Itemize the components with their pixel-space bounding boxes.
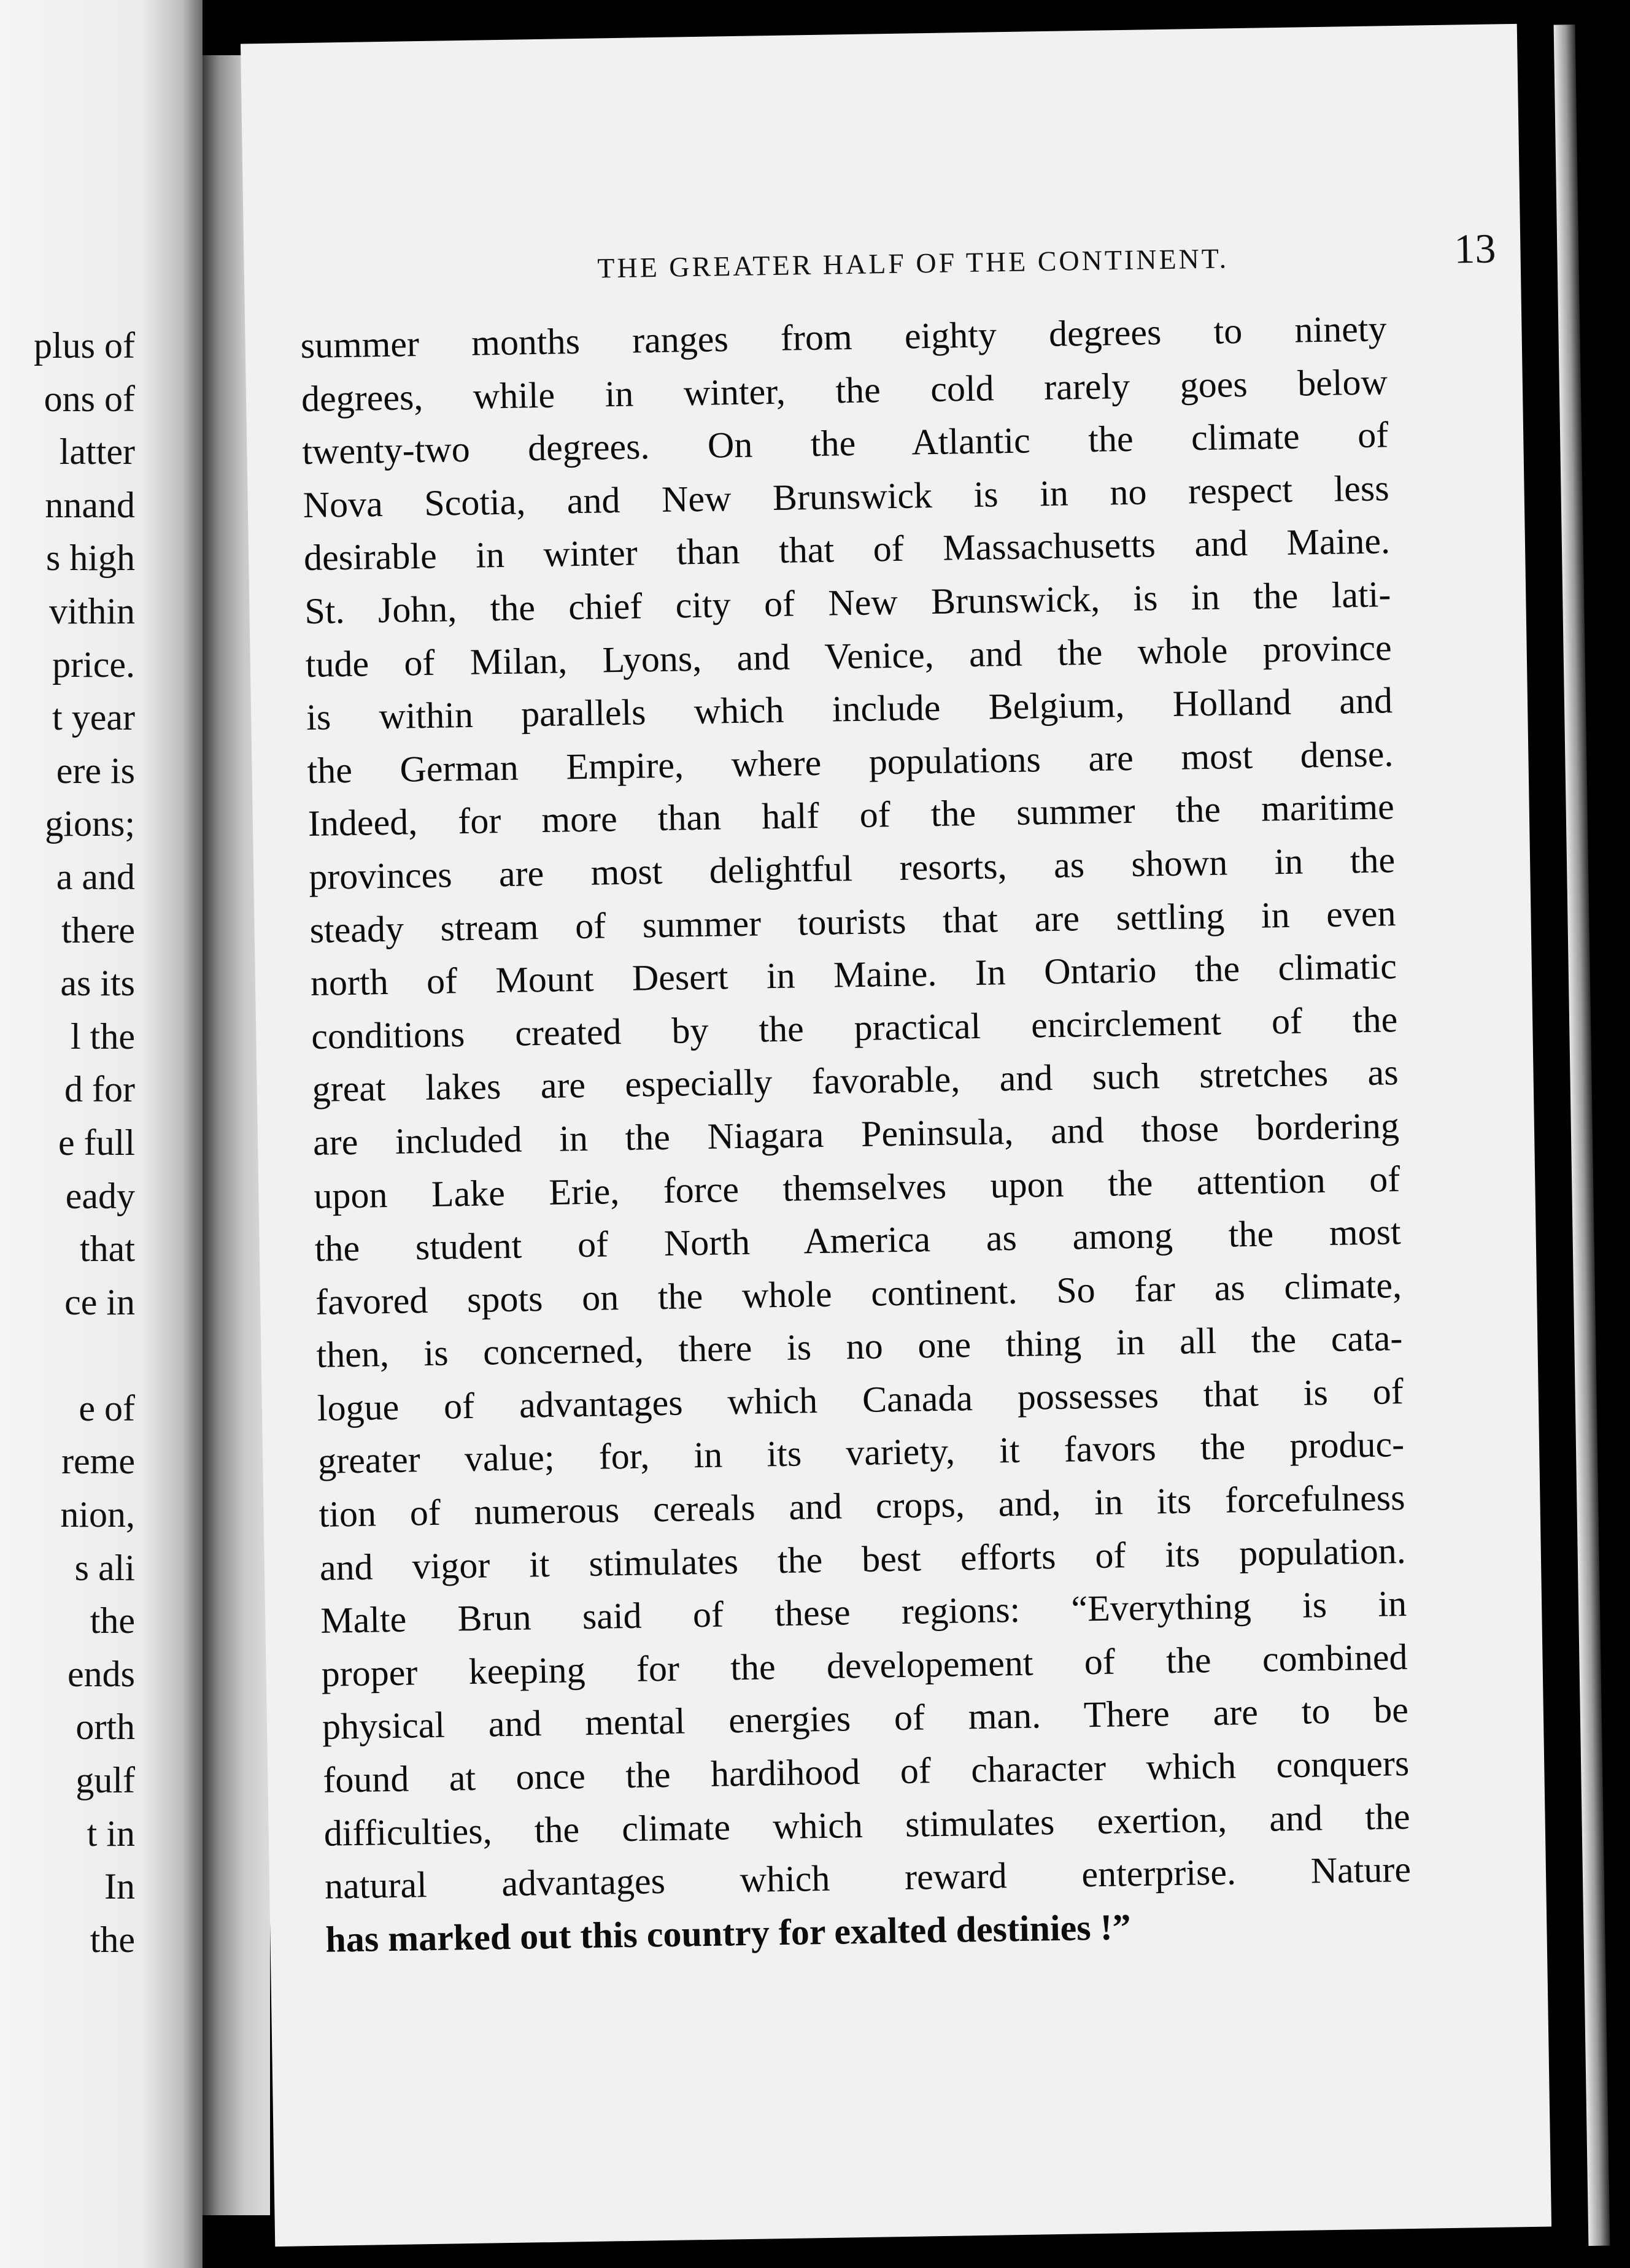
- text-line: conditions created by the practical encirclement of the: [311, 998, 1398, 1057]
- text-line: Nova Scotia, and New Brunswick is in no respect less: [303, 468, 1390, 525]
- left-text-fragment: ons of: [44, 378, 135, 419]
- text-line: provinces are most delightful resorts, as shown in the: [308, 839, 1396, 897]
- left-page: [0, 0, 203, 2268]
- text-line: great lakes are especially favorable, and such stretches as: [312, 1052, 1399, 1110]
- text-line: are included in the Niagara Peninsula, and those bordering: [312, 1105, 1400, 1163]
- left-text-fragment: t year: [52, 697, 135, 738]
- left-text-fragment: that: [80, 1228, 135, 1270]
- text-line: logue of advantages which Canada possesses that is of: [317, 1370, 1404, 1429]
- running-head: [440, 226, 1496, 298]
- body-text: [300, 302, 1412, 1966]
- left-text-fragment: ends: [68, 1653, 135, 1694]
- left-text-fragment: l the: [71, 1016, 135, 1057]
- left-text-fragment: In: [104, 1866, 135, 1907]
- text-line: difficulties, the climate which stimulates exertion, and the: [323, 1796, 1411, 1854]
- text-line: physical and mental energies of man. There are to be: [322, 1689, 1409, 1748]
- text-line: proper keeping for the developement of the combined: [321, 1636, 1408, 1694]
- text-line: natural advantages which reward enterprise. Nature: [324, 1849, 1412, 1907]
- text-line: upon Lake Erie, force themselves upon the attention of: [313, 1158, 1400, 1216]
- text-line: the student of North America as among the most: [314, 1211, 1402, 1269]
- text-line: tion of numerous cereals and crops, and, in its forcefulness: [319, 1477, 1405, 1535]
- left-text-fragment: the: [90, 1600, 135, 1641]
- text-line: found at once the hardihood of character which conquers: [322, 1743, 1410, 1800]
- left-text-fragment: e full: [58, 1122, 135, 1163]
- text-line: tude of Milan, Lyons, and Venice, and the whole province: [305, 627, 1392, 685]
- text-line: twenty-two degrees. On the Atlantic the climate of: [301, 414, 1389, 472]
- left-text-fragment: a and: [56, 856, 135, 897]
- left-page-text: [0, 319, 135, 1966]
- text-line: greater value; for, in its variety, it favors the produc-: [317, 1424, 1405, 1482]
- left-text-fragment: gulf: [75, 1760, 135, 1801]
- left-text-fragment: there: [61, 909, 135, 951]
- text-line: favored spots on the whole continent. So far as climate,: [315, 1264, 1402, 1322]
- text-line: degrees, while in winter, the cold rarely goes below: [301, 361, 1388, 419]
- text-line: the German Empire, where populations are most dense.: [307, 733, 1394, 791]
- text-line: and vigor it stimulates the best efforts of its population.: [319, 1530, 1407, 1588]
- left-text-fragment: nion,: [60, 1494, 135, 1535]
- left-text-fragment: the: [90, 1919, 135, 1960]
- left-text-fragment: t in: [87, 1813, 135, 1854]
- left-text-fragment: ce in: [64, 1281, 135, 1322]
- left-text-fragment: e of: [79, 1387, 135, 1429]
- page-edge: [1554, 25, 1610, 2246]
- left-text-fragment: [0, 1329, 135, 1382]
- text-line: then, is concerned, there is no one thing in all the cata-: [315, 1317, 1403, 1376]
- left-text-fragment: as its: [60, 963, 135, 1004]
- page-number: 13: [1453, 225, 1497, 272]
- text-line: summer months ranges from eighty degrees to ninety: [300, 308, 1387, 366]
- left-text-fragment: s ali: [74, 1547, 135, 1588]
- left-text-fragment: ere is: [56, 750, 135, 791]
- right-page: [241, 24, 1551, 2247]
- left-text-fragment: latter: [59, 431, 135, 472]
- text-line: is within parallels which include Belgium, Holland and: [306, 680, 1393, 738]
- running-title: THE GREATER HALF OF THE CONTINENT.: [597, 242, 1229, 284]
- left-text-fragment: eady: [65, 1175, 135, 1216]
- text-line: St. John, the chief city of New Brunswick, is in the lati-: [304, 574, 1391, 631]
- left-text-fragment: plus of: [34, 325, 135, 366]
- left-text-fragment: price.: [52, 644, 135, 685]
- left-text-fragment: nnand: [45, 484, 135, 525]
- text-line: north of Mount Desert in Maine. In Ontario the climatic: [310, 946, 1397, 1004]
- text-line: has marked out this country for exalted destinies !”: [325, 1906, 1132, 1960]
- left-text-fragment: s high: [45, 538, 135, 579]
- text-line: Indeed, for more than half of the summer the maritime: [307, 786, 1395, 844]
- left-text-fragment: gions;: [45, 803, 135, 844]
- left-text-fragment: vithin: [48, 590, 135, 631]
- left-text-fragment: orth: [75, 1707, 135, 1748]
- left-text-fragment: d for: [64, 1069, 135, 1110]
- left-text-fragment: reme: [61, 1441, 135, 1482]
- text-line: desirable in winter than that of Massachusetts and Maine.: [303, 520, 1391, 579]
- text-line: Malte Brun said of these regions: “Everything is in: [320, 1583, 1407, 1641]
- text-line: steady stream of summer tourists that are settling in even: [309, 892, 1396, 951]
